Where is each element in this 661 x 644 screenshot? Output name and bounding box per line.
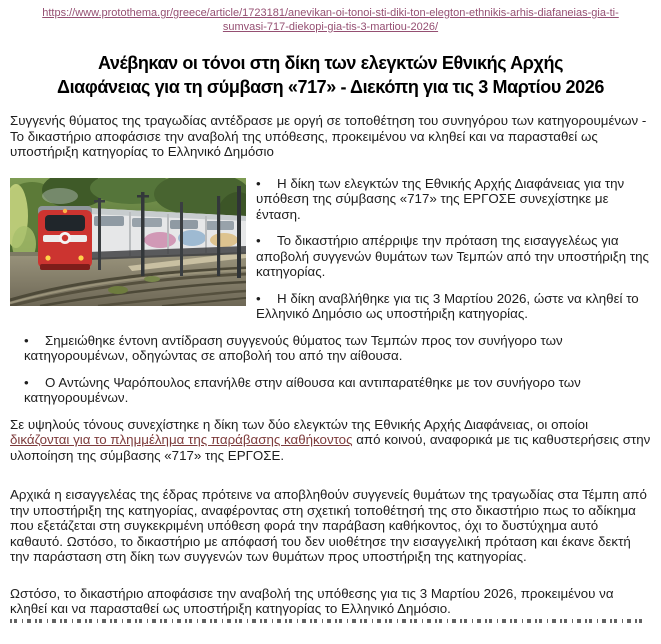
train-illustration: [10, 178, 246, 306]
article-photo-train: [10, 178, 246, 306]
source-url-line: [30, 6, 632, 34]
standfirst: Συγγενής θύματος της τραγωδίας αντέδρασε με οργή σε τοποθέτηση του συνηγόρου των κατηγορουμένων - Το δικαστήριο αποφάσισε την αναβολή της υπόθεσης, προκειμένου να κληθεί και να παρασταθεί ως υποστήριξη κατηγορίας το Ελληνικό Δημόσιο: [10, 113, 647, 159]
bullet-text: Σημειώθηκε έντονη αντίδραση συγγενούς θύματος των Τεμπών προς τον συνήγορο των κατηγορουμένων, οδηγώντας σε αποβολή του από την αίθουσα.: [24, 332, 563, 363]
body-paragraph: Αρχικά η εισαγγελέας της έδρας πρότεινε να αποβληθούν συγγενείς θυμάτων της τραγωδίας στα Τέμπη από την υποστήριξη της κατηγορίας, αναφέροντας στη σχετική τοποθέτησή της στο δικαστήριο πως το αδίκημα που εξετάζεται στη συγκεκριμένη υπόθεση φορά την παράβαση καθήκοντος, όχι το δυστύχημα αυτό καθαυτό. Ωστόσο, το δικαστήριο με απόφασή του δεν υιοθέτησε την εισαγγελική πρόταση και έκανε δεκτή την παράσταση στη δίκη των συγγενών των θυμάτων προς υποστήριξη της κατηγορίας.: [10, 487, 647, 564]
paragraph-text: από κοινού, αναφορικά με τις καθυστερήσεις στην υλοποίηση της σύμβασης «717» της ΕΡΓΟΣΕ.: [10, 432, 651, 463]
inline-article-link[interactable]: δικάζονται για το πλημμέλημα της παράβασης καθήκοντος: [10, 432, 353, 447]
media-and-bullets-section: [10, 176, 651, 406]
list-item: [10, 333, 651, 364]
bullet-icon: •: [24, 332, 29, 348]
bullet-text: Το δικαστήριο απέρριψε την πρόταση της εισαγγελέως για αποβολή συγγενών θυμάτων των Τεμπών από την υποστήριξη της κατηγορίας.: [256, 233, 649, 279]
document-page: [0, 6, 661, 623]
list-item: [10, 375, 651, 406]
bullet-text: Ο Αντώνης Ψαρόπουλος επανήλθε στην αίθουσα και αντιπαρατέθηκε με τον συνήγορο των κατηγορουμένων.: [24, 374, 581, 405]
bullet-icon: •: [256, 233, 261, 248]
body-paragraph: [10, 417, 651, 464]
bullet-icon: •: [256, 175, 261, 191]
bullet-text: Η δίκη αναβλήθηκε για τις 3 Μαρτίου 2026, ώστε να κληθεί το Ελληνικό Δημόσιο ως υποστήριξη κατηγορίας.: [256, 290, 639, 321]
bullet-icon: •: [256, 290, 261, 306]
source-url-link[interactable]: https://www.protothema.gr/greece/article/1723181/anevikan-oi-tonoi-sti-diki-ton-elegton-ethnikis-arhis-diafaneias-gia-ti-sumvasi-717-diekopi-gia-tis-3-martiou-2026/: [42, 7, 619, 33]
paragraph-text: Σε υψηλούς τόνους συνεχίστηκε η δίκη των δύο ελεγκτών της Εθνικής Αρχής Διαφάνειας, οι οποίοι: [10, 416, 589, 432]
body-paragraph: Ωστόσο, το δικαστήριο αποφάσισε την αναβολή της υπόθεσης για τις 3 Μαρτίου 2026, προκειμένου να κληθεί και να παρασταθεί ως υποστήριξη κατηγορίας το Ελληνικό Δημόσιο.: [10, 585, 614, 616]
bullet-text: Η δίκη των ελεγκτών της Εθνικής Αρχής Διαφάνειας για την υπόθεση της σύμβασης «717» της ΕΡΓΟΣΕ συνεχίστηκε με ένταση.: [256, 175, 625, 222]
headline: Ανέβηκαν οι τόνοι στη δίκη των ελεγκτών Εθνικής Αρχής Διαφάνειας για τη σύμβαση «717» - Διεκόπη για τις 3 Μαρτίου 2026: [57, 53, 604, 97]
clipped-text-line: [10, 619, 645, 623]
bullet-icon: •: [24, 374, 29, 390]
